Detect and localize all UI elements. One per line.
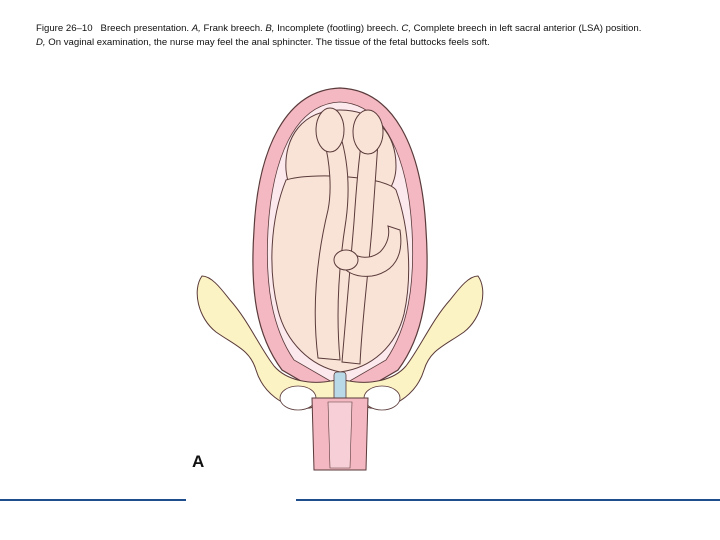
panel-letter-a: A: [192, 452, 205, 471]
caption-title: Breech presentation.: [100, 23, 190, 34]
caption-text-d: On vaginal examination, the nurse may feel the anal sphincter. The tissue of the fetal buttocks feels soft.: [48, 37, 490, 48]
footer-rule-right: [296, 499, 720, 501]
caption-text-c: Complete breech in left sacral anterior (LSA) position.: [413, 23, 642, 34]
caption-text-b: Incomplete (footling) breech.: [277, 23, 399, 34]
breech-illustration: [190, 80, 490, 480]
obturator-foramen-left: [280, 386, 316, 410]
fetal-foot-left: [316, 108, 344, 152]
caption-label-c: C,: [401, 23, 411, 34]
birth-canal-lumen: [328, 402, 352, 468]
caption-text-a: Frank breech.: [203, 23, 263, 34]
footer-rule-left: [0, 499, 186, 501]
caption-label-b: B,: [265, 23, 275, 34]
caption-label-a: A,: [191, 23, 201, 34]
fetal-hand: [334, 250, 358, 270]
caption-figure-number: Figure 26–10: [36, 23, 93, 34]
obturator-foramen-right: [364, 386, 400, 410]
figure-caption: [36, 22, 686, 50]
fetal-foot-right: [353, 110, 383, 154]
caption-label-d: D,: [36, 37, 46, 48]
